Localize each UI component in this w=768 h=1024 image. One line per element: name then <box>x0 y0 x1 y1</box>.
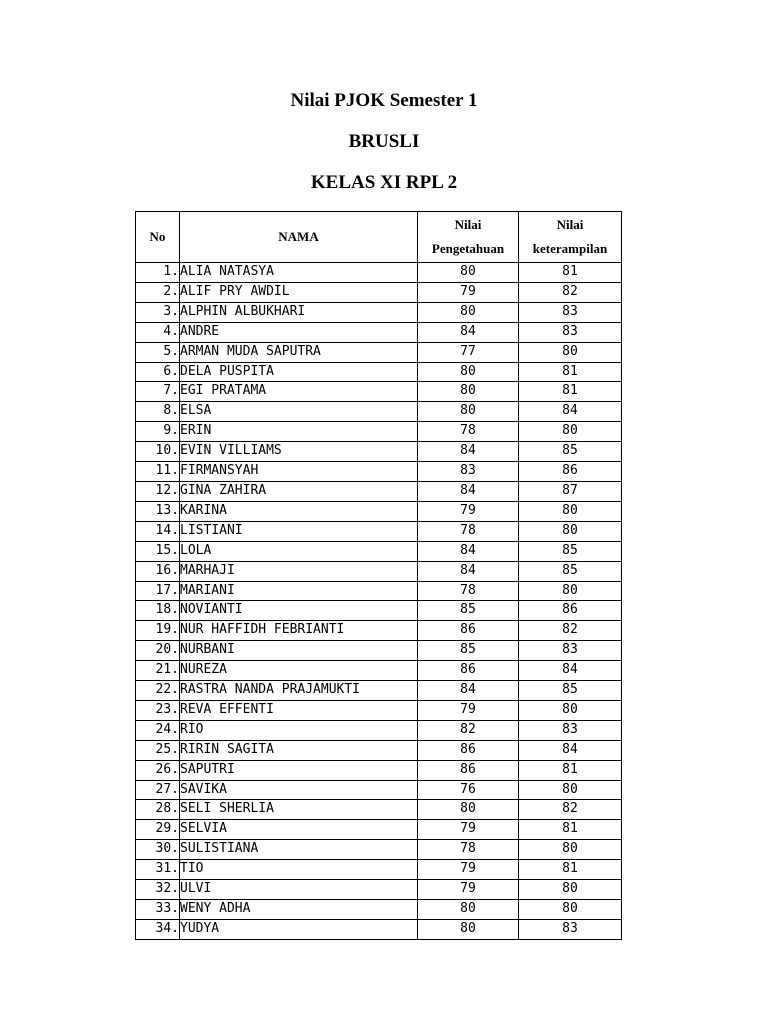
score-keterampilan: 83 <box>519 720 622 740</box>
table-row <box>136 402 622 422</box>
row-number: 6. <box>136 362 180 382</box>
score-pengetahuan: 86 <box>418 760 519 780</box>
row-number: 34. <box>136 919 180 939</box>
score-pengetahuan: 86 <box>418 661 519 681</box>
table-row <box>136 422 622 442</box>
student-name: LISTIANI <box>180 521 418 541</box>
score-keterampilan: 80 <box>519 840 622 860</box>
score-keterampilan: 85 <box>519 541 622 561</box>
row-number: 18. <box>136 601 180 621</box>
table-row <box>136 740 622 760</box>
score-keterampilan: 80 <box>519 700 622 720</box>
table-row <box>136 581 622 601</box>
score-keterampilan: 84 <box>519 740 622 760</box>
score-keterampilan: 81 <box>519 362 622 382</box>
header-nama: NAMA <box>180 212 418 263</box>
row-number: 10. <box>136 442 180 462</box>
score-keterampilan: 80 <box>519 880 622 900</box>
row-number: 26. <box>136 760 180 780</box>
row-number: 27. <box>136 780 180 800</box>
table-row <box>136 641 622 661</box>
table-row <box>136 501 622 521</box>
score-pengetahuan: 78 <box>418 521 519 541</box>
score-keterampilan: 80 <box>519 501 622 521</box>
row-number: 2. <box>136 282 180 302</box>
score-pengetahuan: 77 <box>418 342 519 362</box>
student-name: SELI SHERLIA <box>180 800 418 820</box>
score-keterampilan: 84 <box>519 661 622 681</box>
row-number: 7. <box>136 382 180 402</box>
table-row <box>136 541 622 561</box>
student-name: RASTRA NANDA PRAJAMUKTI <box>180 681 418 701</box>
row-number: 33. <box>136 900 180 920</box>
score-pengetahuan: 80 <box>418 402 519 422</box>
row-number: 1. <box>136 263 180 283</box>
score-keterampilan: 85 <box>519 561 622 581</box>
table-row <box>136 601 622 621</box>
student-name: ELSA <box>180 402 418 422</box>
table-row <box>136 700 622 720</box>
score-pengetahuan: 80 <box>418 302 519 322</box>
score-pengetahuan: 78 <box>418 581 519 601</box>
row-number: 17. <box>136 581 180 601</box>
student-name: EGI PRATAMA <box>180 382 418 402</box>
row-number: 12. <box>136 481 180 501</box>
score-keterampilan: 85 <box>519 681 622 701</box>
table-row <box>136 621 622 641</box>
score-keterampilan: 81 <box>519 263 622 283</box>
score-pengetahuan: 84 <box>418 322 519 342</box>
grades-table <box>135 211 622 940</box>
table-row <box>136 840 622 860</box>
table-row <box>136 462 622 482</box>
student-name: SULISTIANA <box>180 840 418 860</box>
table-row <box>136 780 622 800</box>
student-name: SAPUTRI <box>180 760 418 780</box>
table-row <box>136 263 622 283</box>
score-keterampilan: 80 <box>519 422 622 442</box>
score-keterampilan: 83 <box>519 322 622 342</box>
row-number: 16. <box>136 561 180 581</box>
table-row <box>136 342 622 362</box>
score-pengetahuan: 83 <box>418 462 519 482</box>
score-pengetahuan: 79 <box>418 820 519 840</box>
student-name: NURBANI <box>180 641 418 661</box>
score-keterampilan: 86 <box>519 601 622 621</box>
score-pengetahuan: 79 <box>418 860 519 880</box>
score-pengetahuan: 86 <box>418 740 519 760</box>
table-row <box>136 860 622 880</box>
table-row <box>136 322 622 342</box>
row-number: 30. <box>136 840 180 860</box>
student-name: EVIN VILLIAMS <box>180 442 418 462</box>
row-number: 22. <box>136 681 180 701</box>
student-name: NOVIANTI <box>180 601 418 621</box>
table-row <box>136 720 622 740</box>
score-keterampilan: 85 <box>519 442 622 462</box>
row-number: 5. <box>136 342 180 362</box>
header-pengetahuan-line1: Nilai <box>454 217 482 232</box>
score-keterampilan: 81 <box>519 382 622 402</box>
score-pengetahuan: 79 <box>418 700 519 720</box>
student-name: FIRMANSYAH <box>180 462 418 482</box>
row-number: 4. <box>136 322 180 342</box>
row-number: 8. <box>136 402 180 422</box>
table-row <box>136 900 622 920</box>
table-row <box>136 820 622 840</box>
row-number: 31. <box>136 860 180 880</box>
score-pengetahuan: 80 <box>418 900 519 920</box>
row-number: 19. <box>136 621 180 641</box>
score-pengetahuan: 79 <box>418 501 519 521</box>
student-name: GINA ZAHIRA <box>180 481 418 501</box>
student-name: SAVIKA <box>180 780 418 800</box>
score-pengetahuan: 84 <box>418 442 519 462</box>
table-row <box>136 561 622 581</box>
student-name: ARMAN MUDA SAPUTRA <box>180 342 418 362</box>
score-pengetahuan: 78 <box>418 840 519 860</box>
student-name: MARHAJI <box>180 561 418 581</box>
score-keterampilan: 81 <box>519 820 622 840</box>
table-row <box>136 382 622 402</box>
header-pengetahuan <box>418 212 519 263</box>
score-pengetahuan: 80 <box>418 362 519 382</box>
header-keterampilan <box>519 212 622 263</box>
score-keterampilan: 81 <box>519 860 622 880</box>
table-row <box>136 302 622 322</box>
student-name: WENY ADHA <box>180 900 418 920</box>
score-pengetahuan: 84 <box>418 561 519 581</box>
score-pengetahuan: 82 <box>418 720 519 740</box>
row-number: 15. <box>136 541 180 561</box>
header-keterampilan-line1: Nilai <box>556 217 584 232</box>
table-row <box>136 681 622 701</box>
score-pengetahuan: 84 <box>418 541 519 561</box>
student-name: YUDYA <box>180 919 418 939</box>
score-keterampilan: 84 <box>519 402 622 422</box>
table-row <box>136 481 622 501</box>
row-number: 23. <box>136 700 180 720</box>
student-name: ERIN <box>180 422 418 442</box>
score-pengetahuan: 80 <box>418 919 519 939</box>
student-name: MARIANI <box>180 581 418 601</box>
table-row <box>136 880 622 900</box>
student-name: TIO <box>180 860 418 880</box>
row-number: 14. <box>136 521 180 541</box>
score-keterampilan: 83 <box>519 641 622 661</box>
row-number: 13. <box>136 501 180 521</box>
score-pengetahuan: 79 <box>418 880 519 900</box>
row-number: 3. <box>136 302 180 322</box>
student-name: RIO <box>180 720 418 740</box>
row-number: 11. <box>136 462 180 482</box>
table-body <box>136 263 622 940</box>
row-number: 25. <box>136 740 180 760</box>
table-row <box>136 760 622 780</box>
student-name: DELA PUSPITA <box>180 362 418 382</box>
document-subtitle: BRUSLI <box>348 131 420 152</box>
score-keterampilan: 81 <box>519 760 622 780</box>
score-keterampilan: 86 <box>519 462 622 482</box>
score-keterampilan: 83 <box>519 919 622 939</box>
row-number: 24. <box>136 720 180 740</box>
row-number: 9. <box>136 422 180 442</box>
score-keterampilan: 80 <box>519 521 622 541</box>
score-pengetahuan: 86 <box>418 621 519 641</box>
score-keterampilan: 82 <box>519 282 622 302</box>
student-name: REVA EFFENTI <box>180 700 418 720</box>
student-name: NUR HAFFIDH FEBRIANTI <box>180 621 418 641</box>
student-name: ALIF PRY AWDIL <box>180 282 418 302</box>
table-row <box>136 362 622 382</box>
score-pengetahuan: 80 <box>418 263 519 283</box>
header-no: No <box>136 212 180 263</box>
score-keterampilan: 80 <box>519 581 622 601</box>
score-keterampilan: 80 <box>519 780 622 800</box>
table-row <box>136 442 622 462</box>
score-pengetahuan: 80 <box>418 382 519 402</box>
score-keterampilan: 80 <box>519 342 622 362</box>
student-name: RIRIN SAGITA <box>180 740 418 760</box>
row-number: 20. <box>136 641 180 661</box>
score-pengetahuan: 79 <box>418 282 519 302</box>
score-keterampilan: 87 <box>519 481 622 501</box>
table-row <box>136 521 622 541</box>
table-row <box>136 800 622 820</box>
score-keterampilan: 80 <box>519 900 622 920</box>
score-keterampilan: 83 <box>519 302 622 322</box>
student-name: LOLA <box>180 541 418 561</box>
score-keterampilan: 82 <box>519 800 622 820</box>
table-header-row <box>136 212 622 263</box>
row-number: 28. <box>136 800 180 820</box>
student-name: ANDRE <box>180 322 418 342</box>
table-row <box>136 282 622 302</box>
student-name: ULVI <box>180 880 418 900</box>
score-pengetahuan: 85 <box>418 601 519 621</box>
score-pengetahuan: 84 <box>418 481 519 501</box>
student-name: SELVIA <box>180 820 418 840</box>
score-pengetahuan: 78 <box>418 422 519 442</box>
document-title: Nilai PJOK Semester 1 <box>290 90 478 111</box>
header-keterampilan-line2: keterampilan <box>532 241 608 256</box>
score-pengetahuan: 76 <box>418 780 519 800</box>
student-name: ALPHIN ALBUKHARI <box>180 302 418 322</box>
class-title: KELAS XI RPL 2 <box>310 172 458 193</box>
score-keterampilan: 82 <box>519 621 622 641</box>
header-pengetahuan-line2: Pengetahuan <box>431 241 505 256</box>
student-name: KARINA <box>180 501 418 521</box>
score-pengetahuan: 80 <box>418 800 519 820</box>
student-name: NUREZA <box>180 661 418 681</box>
score-pengetahuan: 84 <box>418 681 519 701</box>
student-name: ALIA NATASYA <box>180 263 418 283</box>
row-number: 29. <box>136 820 180 840</box>
table-row <box>136 661 622 681</box>
row-number: 32. <box>136 880 180 900</box>
table-row <box>136 919 622 939</box>
score-pengetahuan: 85 <box>418 641 519 661</box>
row-number: 21. <box>136 661 180 681</box>
